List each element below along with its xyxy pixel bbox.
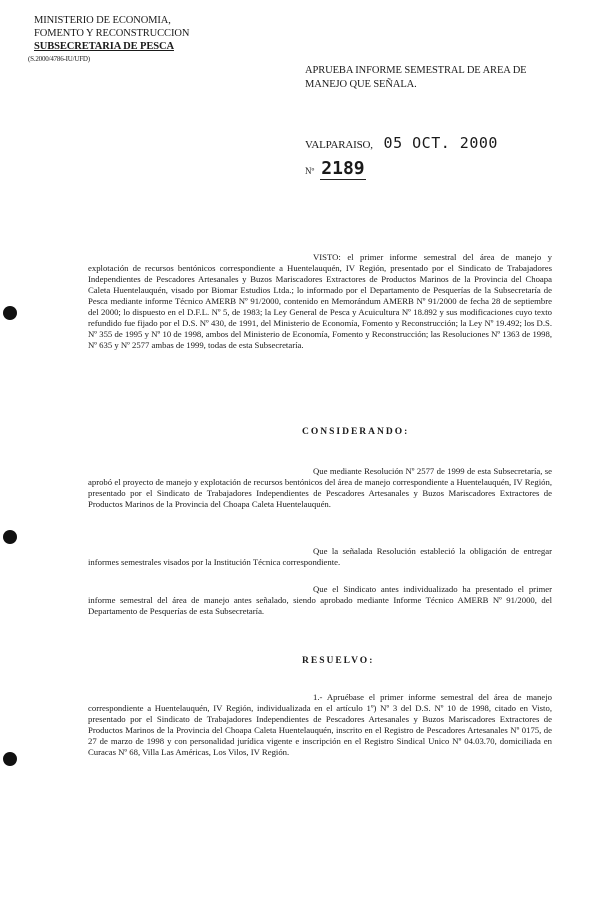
visto-lead: VISTO: [313,252,341,262]
binder-hole-top [3,306,17,320]
subject-line: APRUEBA INFORME SEMESTRAL DE AREA DE MANEJO QUE SEÑALA. [305,65,527,90]
visto-text: el primer informe semestral del área de manejo y explotación de recursos bentónicos correspondiente a Huentelauquén, IV Región, presentado por el Sindicato de Trabajadores Independientes de Pescadores Artesanales y Buzos Mariscadores Extractores de Productos Marinos de la Provincia del Choapa Caleta Huentelauquén, visado por Biomar Estudios Ltda.; lo informado por el Departamento de Pesquerías de la Subsecretaría de Pesca mediante informe Técnico AMERB Nº 91/2000, contenido en Memorándum AMERB Nº 91/2000 de fecha 28 de septiembre del 2000; lo dispuesto en el D.F.L. Nº 5, de 1983; la Ley General de Pesca y Acuicultura Nº 18.892 y sus modificaciones cuyo texto refundido fue fijado por el D.S. Nº 430, de 1991, del Ministerio de Economía, Fomento y Reconstrucción; la Ley Nº 19.492; los D.S. Nº 355 de 1995 y Nº 10 de 1998, ambos del Ministerio de Economía, Fomento y Reconstrucción; las Resoluciones Nº 1363 de 1998, Nº 635 y Nº 2577 ambas de 1999, todas de esta Subsecretaría. [88,252,552,350]
considerando-text-2: Que la señalada Resolución estableció la obligación de entregar informes semestrales visados por la Institución Técnica correspondiente. [88,546,552,567]
number-value: 2189 [321,158,365,179]
visto-paragraph [88,252,552,351]
considerando-heading: CONSIDERANDO: [302,427,410,437]
number-label: Nº [305,166,315,176]
place-name: VALPARAISO, [305,139,373,151]
subsecretaria-title: SUBSECRETARIA DE PESCA [34,41,174,52]
binder-hole-middle [3,530,17,544]
date-stamp: 05 OCT. 2000 [383,134,498,152]
place-date [305,134,498,152]
resuelvo-text-1: 1.- Apruébase el primer informe semestral del área de manejo correspondiente a Huentelauquén, IV Región, individualizada en el artículo 1º) Nº 3 del D.S. Nº 10 de 1998, citado en Visto, presentado por el Sindicato de Trabajadores Independientes de Pescadores Artesanales y Buzos Mariscadores Extractores de Productos Marinos de la Provincia del Choapa Caleta Huentelauquén, inscrito en el Registro de Pescadores Artesanales Nº 0175, de 27 de marzo de 1998 y con personalidad jurídica vigente e inscripción en el Registro Sindical Unico Nº 04.03.70, domiciliada en Curacas Nº 68, Villa Las Américas, Los Vilos, IV Región. [88,692,552,757]
considerando-item-3 [88,584,552,617]
considerando-text-1: Que mediante Resolución Nº 2577 de 1999 de esta Subsecretaría, se aprobó el proyecto de manejo y explotación de recursos bentónicos del área de manejo correspondiente a Huentelauquén, IV Región, presentado por el Sindicato de Trabajadores Independientes de Pescadores Artesanales y Buzos Mariscadores Extractores de Productos Marinos de la Provincia del Choapa Caleta Huentelauquén. [88,466,552,509]
resuelvo-heading: RESUELVO: [302,656,375,666]
resolution-number [305,158,366,179]
binder-hole-bottom [3,752,17,766]
resuelvo-item-1 [88,692,552,758]
ministry-line-2: FOMENTO Y RECONSTRUCCION [34,28,190,39]
reference-code: (S.2000/4786-IU/UFD) [28,55,90,63]
considerando-item-1 [88,466,552,510]
letterhead [28,14,234,66]
considerando-item-2 [88,546,552,568]
ministry-line-1: MINISTERIO DE ECONOMIA, [34,15,171,26]
considerando-text-3: Que el Sindicato antes individualizado ha presentado el primer informe semestral del área de manejo antes señalado, siendo aprobado mediante Informe Técnico AMERB Nº 91/2000, del Departamento de Pesquerías de esta Subsecretaría. [88,584,552,616]
